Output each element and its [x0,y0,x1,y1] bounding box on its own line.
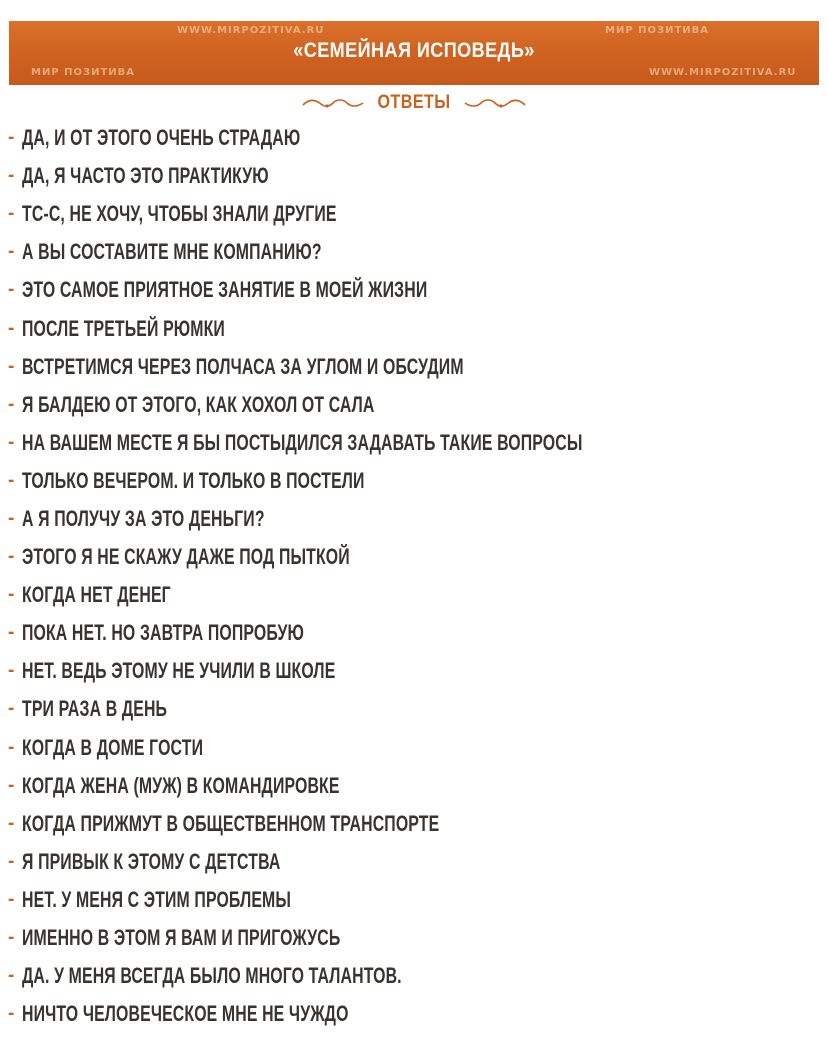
list-item [8,195,820,233]
list-item [8,729,820,767]
bullet-dash: - [8,546,15,568]
list-item [8,614,820,652]
list-item [8,767,820,805]
list-item [8,881,820,919]
list-item [8,271,820,309]
answer-text: ВСТРЕТИМСЯ ЧЕРЕЗ ПОЛЧАСА ЗА УГЛОМ И ОБСУДИМ [22,353,464,379]
list-item [8,233,820,271]
answer-text: ЭТО САМОЕ ПРИЯТНОЕ ЗАНЯТИЕ В МОЕЙ ЖИЗНИ [22,277,428,303]
answer-text: НА ВАШЕМ МЕСТЕ Я БЫ ПОСТЫДИЛСЯ ЗАДАВАТЬ ТАКИЕ ВОПРОСЫ [22,429,583,455]
list-item [8,576,820,614]
answer-text: КОГДА В ДОМЕ ГОСТИ [22,734,204,760]
list-item [8,386,820,424]
list-item [8,919,820,957]
list-item [8,805,820,843]
answer-text: ДА. У МЕНЯ ВСЕГДА БЫЛО МНОГО ТАЛАНТОВ. [22,963,402,989]
bullet-dash: - [8,888,15,910]
list-item [8,957,820,995]
list-item [8,652,820,690]
list-item [8,462,820,500]
left-ornament-icon [301,97,365,109]
bullet-dash: - [8,279,15,301]
list-item [8,119,820,157]
list-item [8,843,820,881]
answers-heading-text: ОТВЕТЫ [377,92,451,113]
bullet-dash: - [8,507,15,529]
list-item [8,690,820,728]
answer-text: КОГДА ЖЕНА (МУЖ) В КОМАНДИРОВКЕ [22,772,340,798]
bullet-dash: - [8,1003,15,1025]
answer-text: ДА, Я ЧАСТО ЭТО ПРАКТИКУЮ [22,163,269,189]
answer-text: Я ПРИВЫК К ЭТОМУ С ДЕТСТВА [22,848,281,874]
list-item [8,995,820,1033]
bullet-dash: - [8,584,15,606]
list-item [8,309,820,347]
answers-heading [0,90,828,116]
bullet-dash: - [8,965,15,987]
answer-text: Я БАЛДЕЮ ОТ ЭТОГО, КАК ХОХОЛ ОТ САЛА [22,391,375,417]
list-item [8,500,820,538]
bullet-dash: - [8,203,15,225]
answer-text: ЭТОГО Я НЕ СКАЖУ ДАЖЕ ПОД ПЫТКОЙ [22,544,350,570]
answer-text: КОГДА ПРИЖМУТ В ОБЩЕСТВЕННОМ ТРАНСПОРТЕ [22,810,440,836]
bottom-fade [0,1035,828,1049]
bullet-dash: - [8,927,15,949]
page-title: «СЕМЕЙНАЯ ИСПОВЕДЬ» [293,39,535,62]
answer-text: ТОЛЬКО ВЕЧЕРОМ. И ТОЛЬКО В ПОСТЕЛИ [22,467,365,493]
bullet-dash: - [8,812,15,834]
list-item [8,424,820,462]
answer-text: ПОКА НЕТ. НО ЗАВТРА ПОПРОБУЮ [22,620,304,646]
answer-text: ТС-С, НЕ ХОЧУ, ЧТОБЫ ЗНАЛИ ДРУГИЕ [22,201,337,227]
answer-text: А ВЫ СОСТАВИТЕ МНЕ КОМПАНИЮ? [22,239,322,265]
bullet-dash: - [8,736,15,758]
title-banner [9,21,819,85]
list-item [8,538,820,576]
bullet-dash: - [8,355,15,377]
answer-text: ДА, И ОТ ЭТОГО ОЧЕНЬ СТРАДАЮ [22,125,301,151]
list-item [8,348,820,386]
bullet-dash: - [8,622,15,644]
bullet-dash: - [8,660,15,682]
watermark: WWW.MIRPOZITIVA.RU [649,67,797,78]
watermark: МИР ПОЗИТИВА [605,25,710,36]
answers-list [8,119,820,1033]
bullet-dash: - [8,393,15,415]
bullet-dash: - [8,127,15,149]
bullet-dash: - [8,469,15,491]
answer-text: НИЧТО ЧЕЛОВЕЧЕСКОЕ МНЕ НЕ ЧУЖДО [22,1001,349,1027]
right-ornament-icon [463,97,527,109]
bullet-dash: - [8,850,15,872]
watermark: МИР ПОЗИТИВА [31,67,136,78]
bullet-dash: - [8,165,15,187]
bullet-dash: - [8,241,15,263]
answer-text: ПОСЛЕ ТРЕТЬЕЙ РЮМКИ [22,315,225,341]
bullet-dash: - [8,317,15,339]
bullet-dash: - [8,431,15,453]
answer-text: НЕТ. У МЕНЯ С ЭТИМ ПРОБЛЕМЫ [22,886,292,912]
answer-text: ТРИ РАЗА В ДЕНЬ [22,696,168,722]
bullet-dash: - [8,698,15,720]
answer-text: А Я ПОЛУЧУ ЗА ЭТО ДЕНЬГИ? [22,505,265,531]
list-item [8,157,820,195]
answer-text: КОГДА НЕТ ДЕНЕГ [22,582,171,608]
answer-text: ИМЕННО В ЭТОМ Я ВАМ И ПРИГОЖУСЬ [22,925,341,951]
answer-text: НЕТ. ВЕДЬ ЭТОМУ НЕ УЧИЛИ В ШКОЛЕ [22,658,336,684]
bullet-dash: - [8,774,15,796]
watermark: WWW.MIRPOZITIVA.RU [177,25,325,36]
